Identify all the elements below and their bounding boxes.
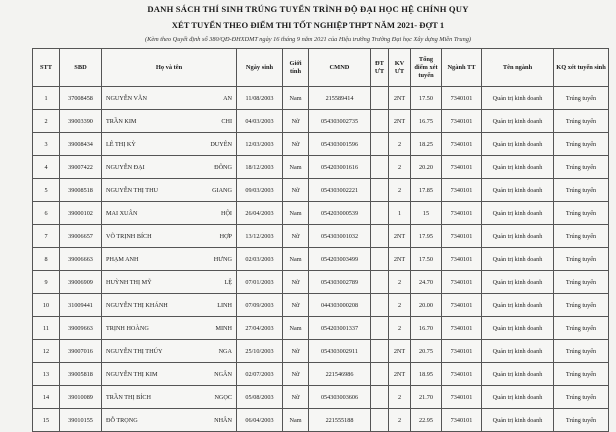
cell-id: 054303001032 bbox=[309, 225, 371, 248]
cell-priority-area: 2 bbox=[389, 317, 411, 340]
cell-dob: 18/12/2003 bbox=[237, 156, 283, 179]
cell-name bbox=[102, 248, 237, 271]
cell-name bbox=[102, 225, 237, 248]
cell-sbd: 39006663 bbox=[60, 248, 102, 271]
cell-priority-area: 2NT bbox=[389, 340, 411, 363]
cell-priority-area: 2 bbox=[389, 156, 411, 179]
cell-major-code: 7340101 bbox=[442, 87, 482, 110]
col-header-id: CMND bbox=[309, 49, 371, 87]
first-name: MINH bbox=[215, 324, 232, 332]
cell-priority-object bbox=[371, 87, 389, 110]
col-header-gender: Giới tính bbox=[283, 49, 309, 87]
cell-result: Trúng tuyển bbox=[554, 248, 609, 271]
full-name bbox=[103, 371, 235, 378]
table-row bbox=[33, 294, 609, 317]
col-header-result: KQ xét tuyển sinh bbox=[554, 49, 609, 87]
col-header-sbd: SBD bbox=[60, 49, 102, 87]
cell-major-name: Quản trị kinh doanh bbox=[482, 386, 554, 409]
cell-dob: 05/08/2003 bbox=[237, 386, 283, 409]
table-row bbox=[33, 317, 609, 340]
first-name: CHI bbox=[221, 117, 232, 125]
cell-gender: Nữ bbox=[283, 340, 309, 363]
table-row bbox=[33, 87, 609, 110]
col-header-major-code: Ngành TT bbox=[442, 49, 482, 87]
cell-priority-object bbox=[371, 156, 389, 179]
cell-major-code: 7340101 bbox=[442, 317, 482, 340]
cell-total-score: 20.75 bbox=[411, 340, 442, 363]
cell-stt: 7 bbox=[33, 225, 60, 248]
cell-stt: 12 bbox=[33, 340, 60, 363]
cell-priority-object bbox=[371, 202, 389, 225]
cell-sbd: 39007422 bbox=[60, 156, 102, 179]
cell-total-score: 24.70 bbox=[411, 271, 442, 294]
cell-dob: 11/08/2003 bbox=[237, 87, 283, 110]
cell-major-name: Quản trị kinh doanh bbox=[482, 225, 554, 248]
cell-result: Trúng tuyển bbox=[554, 340, 609, 363]
cell-id: 054303002911 bbox=[309, 340, 371, 363]
full-name bbox=[103, 302, 235, 309]
cell-dob: 04/03/2003 bbox=[237, 110, 283, 133]
table-row bbox=[33, 363, 609, 386]
cell-stt: 13 bbox=[33, 363, 60, 386]
full-name bbox=[103, 118, 235, 125]
cell-major-code: 7340101 bbox=[442, 248, 482, 271]
last-middle-name: LÊ THỊ KỲ bbox=[106, 140, 136, 148]
cell-gender: Nữ bbox=[283, 294, 309, 317]
full-name bbox=[103, 394, 235, 401]
first-name: HỘI bbox=[221, 209, 232, 217]
cell-gender: Nam bbox=[283, 409, 309, 432]
cell-priority-area: 2 bbox=[389, 179, 411, 202]
cell-priority-area: 2 bbox=[389, 386, 411, 409]
table-row bbox=[33, 340, 609, 363]
cell-result: Trúng tuyển bbox=[554, 386, 609, 409]
cell-sbd: 39005818 bbox=[60, 363, 102, 386]
cell-priority-object bbox=[371, 271, 389, 294]
cell-major-code: 7340101 bbox=[442, 110, 482, 133]
cell-priority-area: 1 bbox=[389, 202, 411, 225]
first-name: AN bbox=[223, 94, 232, 102]
first-name: DUYÊN bbox=[210, 140, 232, 148]
last-middle-name: TRỊNH HOÀNG bbox=[106, 324, 149, 332]
cell-gender: Nam bbox=[283, 317, 309, 340]
cell-name bbox=[102, 271, 237, 294]
cell-sbd: 37008458 bbox=[60, 87, 102, 110]
col-header-priority-area: KV ƯT bbox=[389, 49, 411, 87]
cell-total-score: 17.85 bbox=[411, 179, 442, 202]
cell-gender: Nữ bbox=[283, 386, 309, 409]
first-name: NHÂN bbox=[214, 416, 232, 424]
cell-name bbox=[102, 179, 237, 202]
table-row bbox=[33, 271, 609, 294]
first-name: HỢP bbox=[219, 232, 232, 240]
cell-sbd: 39006657 bbox=[60, 225, 102, 248]
cell-total-score: 21.70 bbox=[411, 386, 442, 409]
cell-priority-area: 2NT bbox=[389, 87, 411, 110]
cell-stt: 8 bbox=[33, 248, 60, 271]
cell-priority-object bbox=[371, 386, 389, 409]
cell-result: Trúng tuyển bbox=[554, 317, 609, 340]
last-middle-name: TRẦN THỊ BÍCH bbox=[106, 393, 151, 401]
cell-result: Trúng tuyển bbox=[554, 133, 609, 156]
full-name bbox=[103, 233, 235, 240]
table-row bbox=[33, 409, 609, 432]
col-header-major-name: Tên ngành bbox=[482, 49, 554, 87]
cell-id: 221546986 bbox=[309, 363, 371, 386]
cell-dob: 13/12/2003 bbox=[237, 225, 283, 248]
table-header-row bbox=[33, 49, 609, 87]
cell-name bbox=[102, 409, 237, 432]
full-name bbox=[103, 325, 235, 332]
first-name: NGỌC bbox=[214, 393, 232, 401]
first-name: NGÂN bbox=[214, 370, 232, 378]
table-row bbox=[33, 248, 609, 271]
cell-gender: Nam bbox=[283, 156, 309, 179]
table-row bbox=[33, 225, 609, 248]
cell-id: 054303002221 bbox=[309, 179, 371, 202]
cell-total-score: 17.50 bbox=[411, 248, 442, 271]
cell-total-score: 20.20 bbox=[411, 156, 442, 179]
last-middle-name: ĐỖ TRỌNG bbox=[106, 416, 138, 424]
document-title: DANH SÁCH THÍ SINH TRÚNG TUYỂN TRÌNH ĐỘ ĐẠI HỌC HỆ CHÍNH QUY bbox=[147, 4, 469, 14]
cell-result: Trúng tuyển bbox=[554, 202, 609, 225]
cell-major-name: Quản trị kinh doanh bbox=[482, 294, 554, 317]
last-middle-name: VÕ TRỊNH BÍCH bbox=[106, 232, 152, 240]
cell-result: Trúng tuyển bbox=[554, 271, 609, 294]
cell-major-code: 7340101 bbox=[442, 340, 482, 363]
cell-priority-object bbox=[371, 363, 389, 386]
cell-major-name: Quản trị kinh doanh bbox=[482, 271, 554, 294]
full-name bbox=[103, 164, 235, 171]
table-row bbox=[33, 386, 609, 409]
cell-id: 054203001337 bbox=[309, 317, 371, 340]
table-row bbox=[33, 202, 609, 225]
cell-sbd: 39010155 bbox=[60, 409, 102, 432]
cell-total-score: 17.95 bbox=[411, 225, 442, 248]
full-name bbox=[103, 95, 235, 102]
cell-sbd: 39007016 bbox=[60, 340, 102, 363]
cell-major-name: Quản trị kinh doanh bbox=[482, 248, 554, 271]
last-middle-name: NGUYỄN THỊ KHÁNH bbox=[106, 301, 168, 309]
cell-id: 054303001596 bbox=[309, 133, 371, 156]
cell-id: 044303000208 bbox=[309, 294, 371, 317]
first-name: GIANG bbox=[212, 186, 232, 194]
cell-major-name: Quản trị kinh doanh bbox=[482, 87, 554, 110]
cell-result: Trúng tuyển bbox=[554, 363, 609, 386]
cell-name bbox=[102, 317, 237, 340]
full-name bbox=[103, 348, 235, 355]
cell-stt: 5 bbox=[33, 179, 60, 202]
cell-stt: 10 bbox=[33, 294, 60, 317]
cell-priority-object bbox=[371, 133, 389, 156]
cell-gender: Nam bbox=[283, 202, 309, 225]
full-name bbox=[103, 210, 235, 217]
col-header-priority-object: ĐT ƯT bbox=[371, 49, 389, 87]
full-name bbox=[103, 256, 235, 263]
cell-total-score: 16.75 bbox=[411, 110, 442, 133]
cell-major-code: 7340101 bbox=[442, 179, 482, 202]
cell-sbd: 39000102 bbox=[60, 202, 102, 225]
cell-stt: 6 bbox=[33, 202, 60, 225]
cell-name bbox=[102, 133, 237, 156]
last-middle-name: MAI XUÂN bbox=[106, 209, 138, 217]
cell-result: Trúng tuyển bbox=[554, 409, 609, 432]
cell-id: 221555188 bbox=[309, 409, 371, 432]
cell-dob: 26/04/2003 bbox=[237, 202, 283, 225]
cell-major-code: 7340101 bbox=[442, 202, 482, 225]
cell-name bbox=[102, 87, 237, 110]
col-header-dob: Ngày sinh bbox=[237, 49, 283, 87]
cell-dob: 02/03/2003 bbox=[237, 248, 283, 271]
cell-priority-object bbox=[371, 317, 389, 340]
cell-total-score: 16.70 bbox=[411, 317, 442, 340]
cell-major-name: Quản trị kinh doanh bbox=[482, 110, 554, 133]
cell-result: Trúng tuyển bbox=[554, 225, 609, 248]
last-middle-name: TRẦN KIM bbox=[106, 117, 137, 125]
cell-dob: 12/03/2003 bbox=[237, 133, 283, 156]
cell-major-code: 7340101 bbox=[442, 133, 482, 156]
cell-major-name: Quản trị kinh doanh bbox=[482, 363, 554, 386]
cell-result: Trúng tuyển bbox=[554, 156, 609, 179]
cell-sbd: 39008434 bbox=[60, 133, 102, 156]
full-name bbox=[103, 141, 235, 148]
cell-id: 054303002789 bbox=[309, 271, 371, 294]
cell-stt: 1 bbox=[33, 87, 60, 110]
cell-priority-area: 2 bbox=[389, 294, 411, 317]
cell-total-score: 22.95 bbox=[411, 409, 442, 432]
last-middle-name: HUỲNH THỊ MỸ bbox=[106, 278, 152, 286]
full-name bbox=[103, 187, 235, 194]
cell-major-name: Quản trị kinh doanh bbox=[482, 156, 554, 179]
cell-priority-object bbox=[371, 225, 389, 248]
cell-gender: Nữ bbox=[283, 363, 309, 386]
table-row bbox=[33, 133, 609, 156]
last-middle-name: NGUYỄN VĂN bbox=[106, 94, 147, 102]
cell-stt: 14 bbox=[33, 386, 60, 409]
cell-stt: 15 bbox=[33, 409, 60, 432]
cell-major-code: 7340101 bbox=[442, 294, 482, 317]
cell-total-score: 17.50 bbox=[411, 87, 442, 110]
cell-stt: 9 bbox=[33, 271, 60, 294]
cell-gender: Nữ bbox=[283, 110, 309, 133]
cell-id: 054203003499 bbox=[309, 248, 371, 271]
cell-major-name: Quản trị kinh doanh bbox=[482, 179, 554, 202]
cell-total-score: 15 bbox=[411, 202, 442, 225]
document-note: (Kèm theo Quyết định số 380/QĐ-ĐHXDMT ngày 16 tháng 9 năm 2021 của Hiệu trưởng Trường Đại học Xây dựng Miền Trung) bbox=[145, 36, 471, 43]
first-name: ĐÔNG bbox=[214, 163, 232, 171]
cell-dob: 07/09/2003 bbox=[237, 294, 283, 317]
cell-priority-object bbox=[371, 110, 389, 133]
cell-name bbox=[102, 156, 237, 179]
cell-priority-object bbox=[371, 409, 389, 432]
table-row bbox=[33, 156, 609, 179]
first-name: NGA bbox=[218, 347, 232, 355]
cell-major-name: Quản trị kinh doanh bbox=[482, 133, 554, 156]
cell-id: 054203000539 bbox=[309, 202, 371, 225]
cell-name bbox=[102, 340, 237, 363]
cell-id: 054303003606 bbox=[309, 386, 371, 409]
cell-dob: 25/10/2003 bbox=[237, 340, 283, 363]
cell-name bbox=[102, 110, 237, 133]
last-middle-name: PHẠM ANH bbox=[106, 255, 139, 263]
cell-sbd: 39008518 bbox=[60, 179, 102, 202]
cell-major-code: 7340101 bbox=[442, 409, 482, 432]
cell-result: Trúng tuyển bbox=[554, 294, 609, 317]
cell-priority-area: 2NT bbox=[389, 110, 411, 133]
cell-name bbox=[102, 386, 237, 409]
cell-id: 054303002735 bbox=[309, 110, 371, 133]
cell-priority-area: 2 bbox=[389, 133, 411, 156]
first-name: HƯNG bbox=[213, 255, 232, 263]
cell-major-name: Quản trị kinh doanh bbox=[482, 340, 554, 363]
cell-priority-area: 2 bbox=[389, 409, 411, 432]
cell-total-score: 18.25 bbox=[411, 133, 442, 156]
cell-sbd: 31009441 bbox=[60, 294, 102, 317]
col-header-stt: STT bbox=[33, 49, 60, 87]
cell-priority-object bbox=[371, 294, 389, 317]
cell-stt: 4 bbox=[33, 156, 60, 179]
first-name: LINH bbox=[217, 301, 232, 309]
last-middle-name: NGUYỄN THỊ THÚY bbox=[106, 347, 163, 355]
cell-gender: Nam bbox=[283, 248, 309, 271]
cell-major-code: 7340101 bbox=[442, 386, 482, 409]
cell-total-score: 20.00 bbox=[411, 294, 442, 317]
cell-dob: 07/01/2003 bbox=[237, 271, 283, 294]
cell-major-name: Quản trị kinh doanh bbox=[482, 409, 554, 432]
cell-priority-object bbox=[371, 248, 389, 271]
cell-priority-area: 2NT bbox=[389, 248, 411, 271]
cell-sbd: 39003390 bbox=[60, 110, 102, 133]
cell-gender: Nữ bbox=[283, 271, 309, 294]
cell-gender: Nữ bbox=[283, 179, 309, 202]
cell-gender: Nam bbox=[283, 87, 309, 110]
full-name bbox=[103, 279, 235, 286]
cell-name bbox=[102, 363, 237, 386]
col-header-total-score: Tổng điểm xét tuyển bbox=[411, 49, 442, 87]
cell-major-code: 7340101 bbox=[442, 271, 482, 294]
cell-result: Trúng tuyển bbox=[554, 87, 609, 110]
cell-sbd: 39010089 bbox=[60, 386, 102, 409]
cell-sbd: 39006909 bbox=[60, 271, 102, 294]
admission-table bbox=[32, 48, 609, 432]
cell-name bbox=[102, 294, 237, 317]
col-header-name: Họ và tên bbox=[102, 49, 237, 87]
document-subtitle: XÉT TUYỂN THEO ĐIỂM THI TỐT NGHIỆP THPT NĂM 2021- ĐỢT 1 bbox=[171, 20, 445, 30]
cell-stt: 3 bbox=[33, 133, 60, 156]
cell-dob: 02/07/2003 bbox=[237, 363, 283, 386]
table-row bbox=[33, 179, 609, 202]
cell-total-score: 18.95 bbox=[411, 363, 442, 386]
cell-id: 215589414 bbox=[309, 87, 371, 110]
cell-priority-object bbox=[371, 179, 389, 202]
cell-major-code: 7340101 bbox=[442, 363, 482, 386]
cell-gender: Nữ bbox=[283, 225, 309, 248]
cell-priority-area: 2 bbox=[389, 271, 411, 294]
table-row bbox=[33, 110, 609, 133]
cell-stt: 11 bbox=[33, 317, 60, 340]
cell-dob: 06/04/2003 bbox=[237, 409, 283, 432]
cell-sbd: 39009663 bbox=[60, 317, 102, 340]
cell-result: Trúng tuyển bbox=[554, 179, 609, 202]
cell-stt: 2 bbox=[33, 110, 60, 133]
cell-major-name: Quản trị kinh doanh bbox=[482, 202, 554, 225]
cell-major-name: Quản trị kinh doanh bbox=[482, 317, 554, 340]
cell-result: Trúng tuyển bbox=[554, 110, 609, 133]
last-middle-name: NGUYỄN THỊ KIM bbox=[106, 370, 158, 378]
cell-dob: 27/04/2003 bbox=[237, 317, 283, 340]
cell-id: 054203001616 bbox=[309, 156, 371, 179]
cell-name bbox=[102, 202, 237, 225]
full-name bbox=[103, 417, 235, 424]
cell-major-code: 7340101 bbox=[442, 156, 482, 179]
cell-priority-area: 2NT bbox=[389, 363, 411, 386]
cell-gender: Nữ bbox=[283, 133, 309, 156]
cell-major-code: 7340101 bbox=[442, 225, 482, 248]
last-middle-name: NGUYỄN ĐẠI bbox=[106, 163, 145, 171]
cell-dob: 09/03/2003 bbox=[237, 179, 283, 202]
first-name: LỆ bbox=[224, 278, 232, 286]
cell-priority-area: 2NT bbox=[389, 225, 411, 248]
cell-priority-object bbox=[371, 340, 389, 363]
last-middle-name: NGUYỄN THỊ THU bbox=[106, 186, 159, 194]
